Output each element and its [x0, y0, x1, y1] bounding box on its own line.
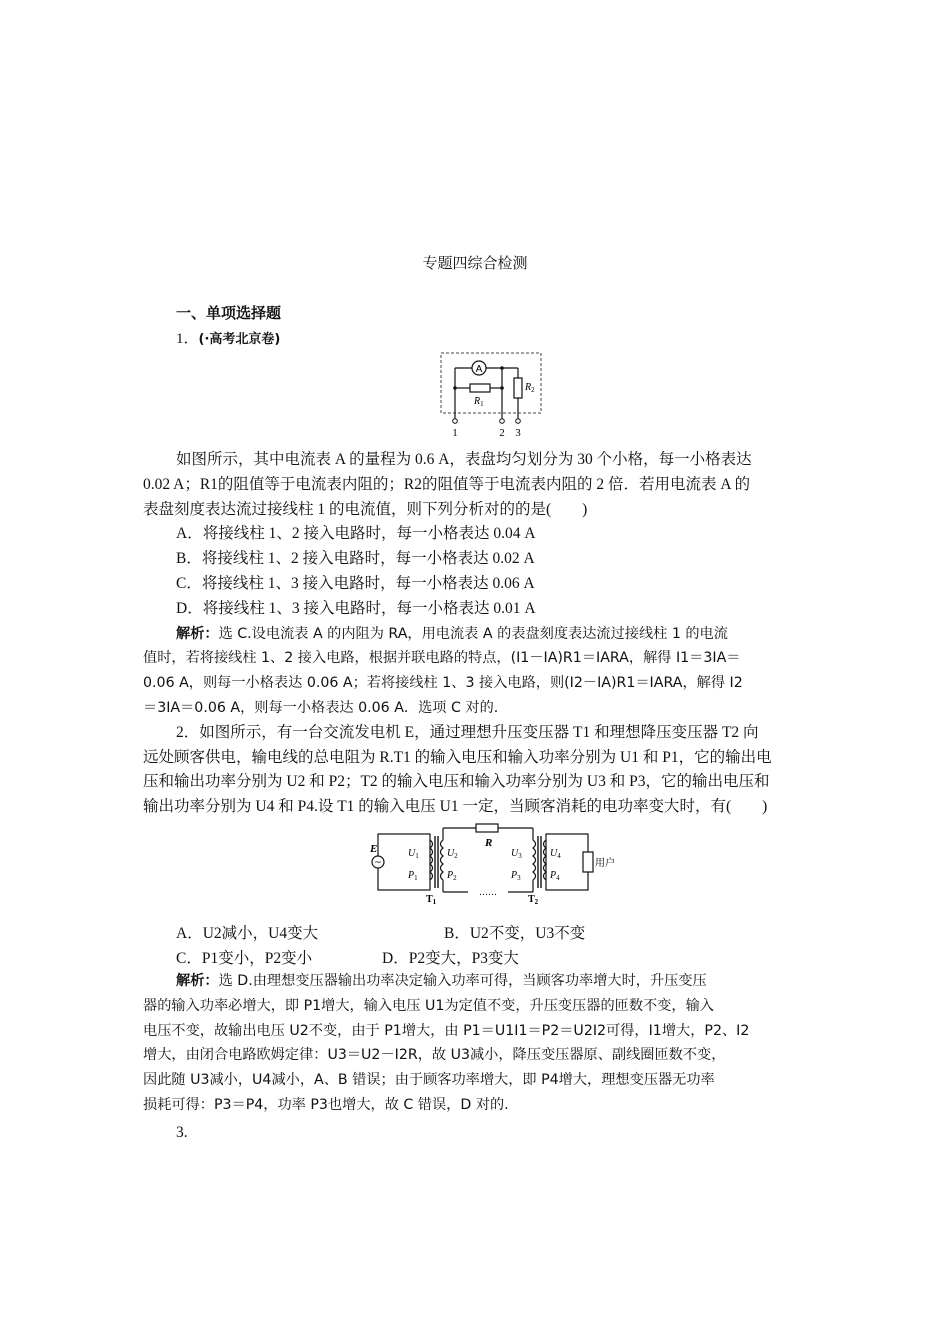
question-1-option-c: C．将接线柱 1、3 接入电路时，每一小格表达 0.06 A — [176, 574, 535, 592]
question-1-header — [176, 327, 280, 348]
t2-primary-coil — [533, 840, 536, 880]
question-1-stem-line: 0.02 A；R1的阻值等于电流表内阻的；R2的阻值等于电流表内阻的 2 倍．若用电流表 A 的 — [143, 475, 751, 493]
terminal-3-label: 3 — [515, 427, 521, 439]
question-1-number: 1． — [176, 331, 199, 347]
u3-label: $U_3$ — [511, 848, 522, 860]
options-row — [176, 921, 585, 946]
question-1-option-d: D．将接线柱 1、3 接入电路时，每一小格表达 0.01 A — [176, 599, 536, 617]
question-2-option-d: D．P2变大，P3变大 — [382, 950, 519, 967]
question-3-number: 3. — [176, 1124, 188, 1141]
u1-label: $U_1$ — [408, 848, 419, 860]
analysis-line: 损耗可得：P3＝P4，功率 P3也增大，故 C 错误，D 对的. — [143, 1096, 509, 1113]
question-1-option-a: A．将接线柱 1、2 接入电路时，每一小格表达 0.04 A — [176, 525, 536, 543]
document-title: 专题四综合检测 — [422, 254, 528, 272]
question-1-stem-line: 表盘刻度表达流过接线柱 1 的电流值，则下列分析对的的是( ) — [143, 500, 588, 518]
question-1-body — [143, 448, 811, 820]
r2-label: $R_2$ — [525, 382, 535, 394]
analysis-label: 解析： — [176, 973, 219, 989]
question-2-stem-line: 远处顾客供电，输电线的总电阻为 R.T1 的输入电压和输入功率分别为 U1 和 P1，它的输出电 — [143, 748, 772, 766]
analysis-line: 电压不变，故输出电压 U2不变，由于 P1增大，由 P1＝U1I1＝P2＝U2I2可得，I1增大，P2、I2 — [143, 1022, 750, 1039]
terminal-2 — [500, 419, 505, 424]
analysis-line: 解析：选 C.设电流表 A 的内阻为 RA，用电流表 A 的表盘刻度表达流过接线柱 1 的电流 — [176, 625, 728, 642]
analysis-line: 0.06 A，则每一小格表达 0.06 A；若将接线柱 1、3 接入电路，则(I2－IA)R1＝IARA，解得 I2 — [143, 675, 743, 692]
question-2-stem-line: 2．如图所示，有一台交流发电机 E，通过理想升压变压器 T1 和理想降压变压器 T2 向 — [176, 723, 759, 741]
section-heading: 一、单项选择题 — [176, 304, 282, 322]
analysis-label: 解析： — [176, 625, 219, 642]
p4-label: $P_4$ — [550, 870, 560, 882]
terminal-3 — [516, 419, 521, 424]
p3-label: $P_3$ — [511, 870, 521, 882]
generator-label: E — [370, 843, 378, 855]
question-1-option-b: B．将接线柱 1、2 接入电路时，每一小格表达 0.02 A — [176, 550, 535, 568]
line-resistor-label: R — [485, 837, 493, 849]
t2-label: $T_2$ — [528, 894, 539, 906]
user-label: 用户 — [595, 858, 615, 869]
ac-icon: ~ — [374, 858, 382, 868]
t1-secondary-coil — [441, 840, 444, 880]
u2-label: $U_2$ — [447, 848, 458, 860]
r2-resistor — [514, 378, 522, 398]
question-2-option-a: A．U2减小，U4变大 — [176, 925, 319, 942]
analysis-line: 器的输入功率必增大，即 P1增大，输入电压 U1为定值不变，升压变压器的匝数不变，输入 — [143, 997, 714, 1014]
user-load — [583, 852, 593, 872]
terminal-2-label: 2 — [499, 427, 505, 439]
terminal-1-label: 1 — [452, 427, 458, 439]
t1-label: $T_1$ — [426, 894, 437, 906]
analysis-line: 因此随 U3减小，U4减小，A、B 错误；由于顾客功率增大，即 P4增大，理想变压器无功率 — [143, 1072, 715, 1089]
question-2-stem-line: 输出功率分别为 U4 和 P4.设 T1 的输入电压 U1 一定，当顾客消耗的电功率变大时，有( ) — [143, 798, 768, 816]
power-transmission-diagram — [368, 820, 618, 906]
ammeter-label: A — [475, 364, 483, 375]
analysis-line: 解析：选 D.由理想变压器输出功率决定输入功率可得，当顾客功率增大时，升压变压 — [176, 973, 707, 989]
p1-label: $P_1$ — [408, 870, 418, 882]
question-2-analysis — [143, 969, 811, 1118]
terminal-1 — [453, 419, 458, 424]
question-2-stem-line: 压和输出功率分别为 U2 和 P2；T2 的输入电压和输入功率分别为 U3 和 P3，它的输出电压和 — [143, 773, 770, 791]
question-1-stem-line: 如图所示，其中电流表 A 的量程为 0.6 A，表盘均匀划分为 30 个小格，每一小格表达 — [176, 451, 752, 468]
ammeter-circuit-diagram — [438, 350, 548, 440]
question-2-options — [176, 921, 585, 971]
question-1-source: (·高考北京卷) — [198, 332, 281, 347]
question-2-option-b: B．U2不变，U3不变 — [444, 925, 586, 942]
question-1-analysis — [143, 622, 811, 721]
question-2-option-c: C．P1变小，P2变小 — [176, 950, 313, 967]
p2-label: $P_2$ — [447, 870, 457, 882]
analysis-line: ＝3IA＝0.06 A，则每一小格表达 0.06 A．选项 C 对的. — [143, 699, 499, 716]
analysis-line: 增大，由闭合电路欧姆定律：U3＝U2－I2R，故 U3减小，降压变压器原、副线圈匝数不变， — [143, 1047, 726, 1064]
r1-label: $R_1$ — [474, 396, 484, 408]
analysis-line: 值时，若将接线柱 1、2 接入电路，根据并联电路的特点，(I1－IA)R1＝IARA，解得 I1＝3IA＝ — [143, 650, 741, 667]
options-row — [176, 946, 585, 971]
r1-resistor — [470, 384, 490, 392]
u4-label: $U_4$ — [550, 848, 561, 860]
line-dots: …… — [479, 888, 497, 898]
line-resistor — [476, 824, 498, 832]
